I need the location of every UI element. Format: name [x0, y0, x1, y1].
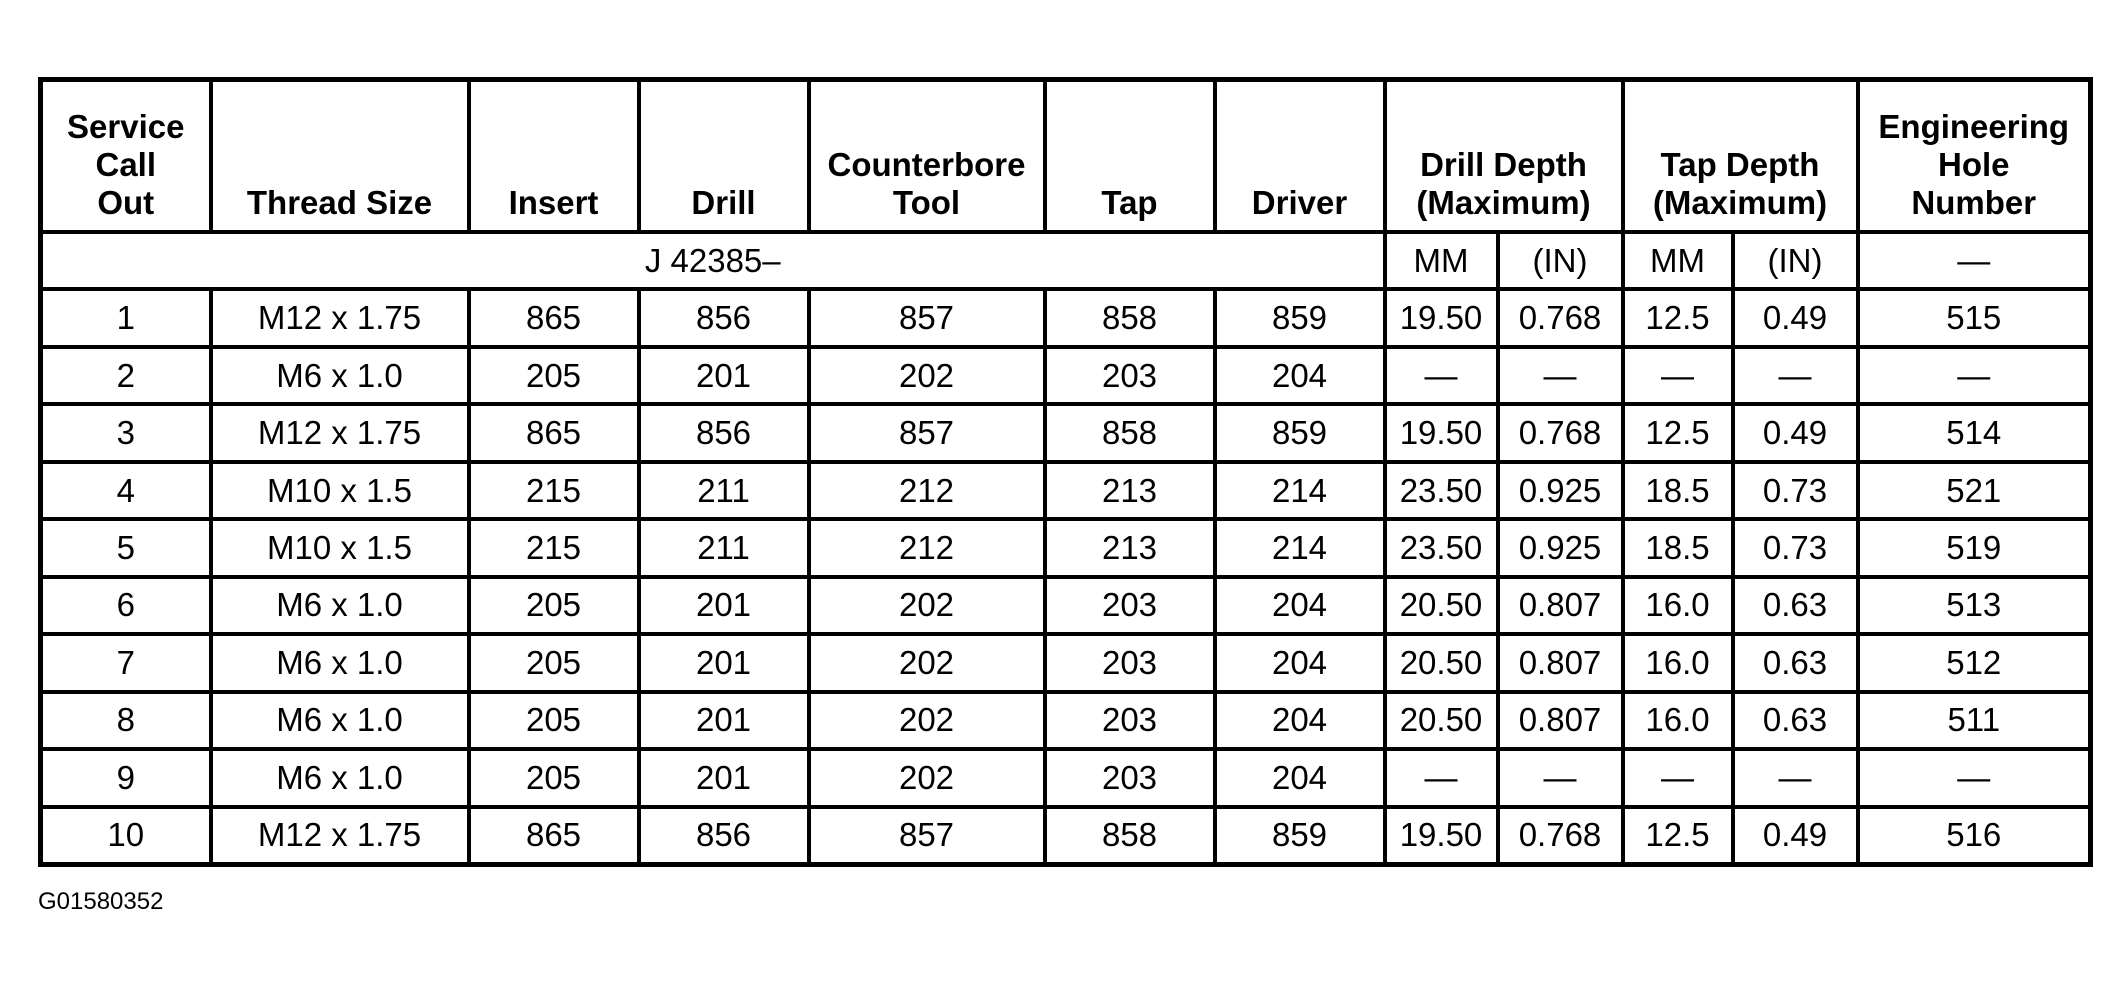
counterbore-tool-cell: 202 — [809, 634, 1045, 691]
drill-cell: 201 — [639, 692, 809, 749]
header-line: (Maximum) — [1652, 184, 1828, 221]
col-header-service-call-out — [41, 80, 211, 233]
tap-depth-mm-cell: 16.0 — [1623, 634, 1733, 691]
insert-cell: 205 — [469, 634, 639, 691]
tap-depth-in-cell: 0.49 — [1733, 404, 1858, 461]
tap-depth-mm-cell: — — [1623, 347, 1733, 404]
engineering-hole-number-cell: 515 — [1858, 289, 2091, 346]
tap-cell: 858 — [1045, 289, 1215, 346]
counterbore-tool-cell: 212 — [809, 462, 1045, 519]
col-header-thread-size: Thread Size — [211, 80, 469, 233]
col-header-tap: Tap — [1045, 80, 1215, 233]
tap-cell: 858 — [1045, 404, 1215, 461]
tap-depth-in-cell: 0.49 — [1733, 807, 1858, 865]
service-call-out-cell: 9 — [41, 749, 211, 806]
counterbore-tool-cell: 857 — [809, 289, 1045, 346]
driver-cell: 859 — [1215, 404, 1385, 461]
drill-depth-mm-cell: 19.50 — [1385, 404, 1498, 461]
engineering-hole-number-cell: 514 — [1858, 404, 2091, 461]
service-call-out-cell: 8 — [41, 692, 211, 749]
header-line: Service — [67, 108, 185, 145]
insert-cell: 215 — [469, 462, 639, 519]
tap-cell: 858 — [1045, 807, 1215, 865]
table-row — [41, 404, 2091, 461]
driver-cell: 859 — [1215, 289, 1385, 346]
thread-size-cell: M12 x 1.75 — [211, 289, 469, 346]
header-line: Counterbore — [827, 146, 1026, 183]
header-line: Tool — [892, 184, 961, 221]
engineering-hole-number-cell: — — [1858, 347, 2091, 404]
drill-depth-mm-cell: — — [1385, 749, 1498, 806]
table-row — [41, 807, 2091, 865]
thread-size-cell: M6 x 1.0 — [211, 634, 469, 691]
service-call-out-cell: 4 — [41, 462, 211, 519]
drill-depth-mm-cell: 19.50 — [1385, 289, 1498, 346]
col-header-tap-depth — [1623, 80, 1858, 233]
counterbore-tool-cell: 857 — [809, 404, 1045, 461]
drill-depth-in-cell: 0.807 — [1498, 634, 1623, 691]
col-header-drill-depth — [1385, 80, 1623, 233]
tap-depth-in-cell: 0.73 — [1733, 519, 1858, 576]
thread-size-cell: M6 x 1.0 — [211, 577, 469, 634]
drill-depth-mm-cell: 20.50 — [1385, 634, 1498, 691]
drill-depth-in-cell: — — [1498, 749, 1623, 806]
insert-cell: 205 — [469, 577, 639, 634]
insert-cell: 205 — [469, 749, 639, 806]
service-call-out-cell: 10 — [41, 807, 211, 865]
tap-cell: 213 — [1045, 462, 1215, 519]
engineering-hole-number-cell: 511 — [1858, 692, 2091, 749]
drill-depth-mm-cell: — — [1385, 347, 1498, 404]
drill-depth-in-cell: 0.768 — [1498, 289, 1623, 346]
tap-cell: 213 — [1045, 519, 1215, 576]
drill-depth-in-unit: (IN) — [1498, 232, 1623, 289]
table-row — [41, 347, 2091, 404]
driver-cell: 204 — [1215, 577, 1385, 634]
table-row — [41, 289, 2091, 346]
driver-cell: 204 — [1215, 634, 1385, 691]
driver-cell: 204 — [1215, 749, 1385, 806]
service-call-out-cell: 2 — [41, 347, 211, 404]
thread-size-cell: M12 x 1.75 — [211, 404, 469, 461]
drill-depth-mm-cell: 20.50 — [1385, 692, 1498, 749]
header-line: Hole — [1937, 146, 2010, 183]
thread-size-cell: M6 x 1.0 — [211, 749, 469, 806]
insert-cell: 865 — [469, 807, 639, 865]
drill-cell: 201 — [639, 347, 809, 404]
engineering-hole-number-cell: 521 — [1858, 462, 2091, 519]
drill-depth-in-cell: 0.925 — [1498, 519, 1623, 576]
engineering-hole-number-cell: 516 — [1858, 807, 2091, 865]
header-line: (Maximum) — [1416, 184, 1591, 221]
drill-depth-mm-unit: MM — [1385, 232, 1498, 289]
service-call-out-cell: 7 — [41, 634, 211, 691]
driver-cell: 204 — [1215, 347, 1385, 404]
tap-depth-in-unit: (IN) — [1733, 232, 1858, 289]
col-header-engineering-hole-number — [1858, 80, 2091, 233]
drill-cell: 201 — [639, 749, 809, 806]
counterbore-tool-cell: 857 — [809, 807, 1045, 865]
tap-depth-mm-cell: 12.5 — [1623, 289, 1733, 346]
drill-depth-in-cell: 0.768 — [1498, 807, 1623, 865]
tap-depth-mm-cell: 12.5 — [1623, 404, 1733, 461]
table-row — [41, 577, 2091, 634]
subheader-row — [41, 232, 2091, 289]
tap-cell: 203 — [1045, 749, 1215, 806]
header-line: Number — [1911, 184, 2037, 221]
tap-depth-mm-cell: 18.5 — [1623, 462, 1733, 519]
col-header-driver: Driver — [1215, 80, 1385, 233]
tap-depth-in-cell: 0.63 — [1733, 692, 1858, 749]
header-line: Out — [97, 184, 155, 221]
tool-prefix-cell: J 42385– — [41, 232, 1385, 289]
drill-depth-mm-cell: 23.50 — [1385, 519, 1498, 576]
drill-depth-in-cell: — — [1498, 347, 1623, 404]
tap-depth-in-cell: 0.63 — [1733, 634, 1858, 691]
insert-cell: 215 — [469, 519, 639, 576]
counterbore-tool-cell: 202 — [809, 749, 1045, 806]
tap-depth-mm-cell: 18.5 — [1623, 519, 1733, 576]
drill-depth-in-cell: 0.807 — [1498, 577, 1623, 634]
driver-cell: 214 — [1215, 519, 1385, 576]
drill-depth-mm-cell: 19.50 — [1385, 807, 1498, 865]
table-row — [41, 634, 2091, 691]
engineering-hole-number-cell: 513 — [1858, 577, 2091, 634]
engineering-hole-number-cell: 512 — [1858, 634, 2091, 691]
tap-depth-in-cell: — — [1733, 749, 1858, 806]
drill-depth-in-cell: 0.768 — [1498, 404, 1623, 461]
tap-depth-mm-cell: 16.0 — [1623, 692, 1733, 749]
tap-cell: 203 — [1045, 692, 1215, 749]
tap-depth-in-cell: 0.73 — [1733, 462, 1858, 519]
col-header-drill: Drill — [639, 80, 809, 233]
insert-cell: 205 — [469, 347, 639, 404]
service-call-out-cell: 6 — [41, 577, 211, 634]
drill-cell: 201 — [639, 577, 809, 634]
drill-cell: 201 — [639, 634, 809, 691]
counterbore-tool-cell: 202 — [809, 692, 1045, 749]
table-row — [41, 519, 2091, 576]
header-line: Drill Depth — [1420, 146, 1587, 183]
drill-depth-mm-cell: 23.50 — [1385, 462, 1498, 519]
data-rows — [41, 289, 2091, 864]
tap-depth-mm-cell: — — [1623, 749, 1733, 806]
drill-depth-in-cell: 0.807 — [1498, 692, 1623, 749]
thread-size-cell: M12 x 1.75 — [211, 807, 469, 865]
thread-size-cell: M10 x 1.5 — [211, 462, 469, 519]
header-row — [41, 80, 2091, 233]
counterbore-tool-cell: 212 — [809, 519, 1045, 576]
table-row — [41, 462, 2091, 519]
drill-depth-in-cell: 0.925 — [1498, 462, 1623, 519]
thread-size-cell: M10 x 1.5 — [211, 519, 469, 576]
driver-cell: 859 — [1215, 807, 1385, 865]
col-header-insert: Insert — [469, 80, 639, 233]
insert-cell: 205 — [469, 692, 639, 749]
insert-cell: 865 — [469, 404, 639, 461]
hole-number-unit: — — [1858, 232, 2091, 289]
table-row — [41, 692, 2091, 749]
drill-cell: 211 — [639, 519, 809, 576]
tool-spec-table — [38, 77, 2093, 867]
driver-cell: 204 — [1215, 692, 1385, 749]
driver-cell: 214 — [1215, 462, 1385, 519]
header-line: Tap Depth — [1660, 146, 1820, 183]
service-call-out-cell: 1 — [41, 289, 211, 346]
tap-cell: 203 — [1045, 347, 1215, 404]
drill-depth-mm-cell: 20.50 — [1385, 577, 1498, 634]
header-line: Engineering — [1878, 108, 2070, 145]
tap-depth-mm-unit: MM — [1623, 232, 1733, 289]
service-call-out-cell: 3 — [41, 404, 211, 461]
counterbore-tool-cell: 202 — [809, 347, 1045, 404]
drill-cell: 856 — [639, 404, 809, 461]
engineering-hole-number-cell: — — [1858, 749, 2091, 806]
engineering-hole-number-cell: 519 — [1858, 519, 2091, 576]
counterbore-tool-cell: 202 — [809, 577, 1045, 634]
tap-depth-in-cell: 0.63 — [1733, 577, 1858, 634]
insert-cell: 865 — [469, 289, 639, 346]
header-line: Call — [95, 146, 157, 183]
service-call-out-cell: 5 — [41, 519, 211, 576]
tap-depth-in-cell: 0.49 — [1733, 289, 1858, 346]
tap-cell: 203 — [1045, 577, 1215, 634]
thread-size-cell: M6 x 1.0 — [211, 347, 469, 404]
tap-depth-in-cell: — — [1733, 347, 1858, 404]
drill-cell: 856 — [639, 289, 809, 346]
figure-id: G01580352 — [38, 888, 164, 915]
tap-cell: 203 — [1045, 634, 1215, 691]
table-row — [41, 749, 2091, 806]
drill-cell: 856 — [639, 807, 809, 865]
col-header-counterbore-tool — [809, 80, 1045, 233]
drill-cell: 211 — [639, 462, 809, 519]
tap-depth-mm-cell: 12.5 — [1623, 807, 1733, 865]
thread-size-cell: M6 x 1.0 — [211, 692, 469, 749]
tap-depth-mm-cell: 16.0 — [1623, 577, 1733, 634]
